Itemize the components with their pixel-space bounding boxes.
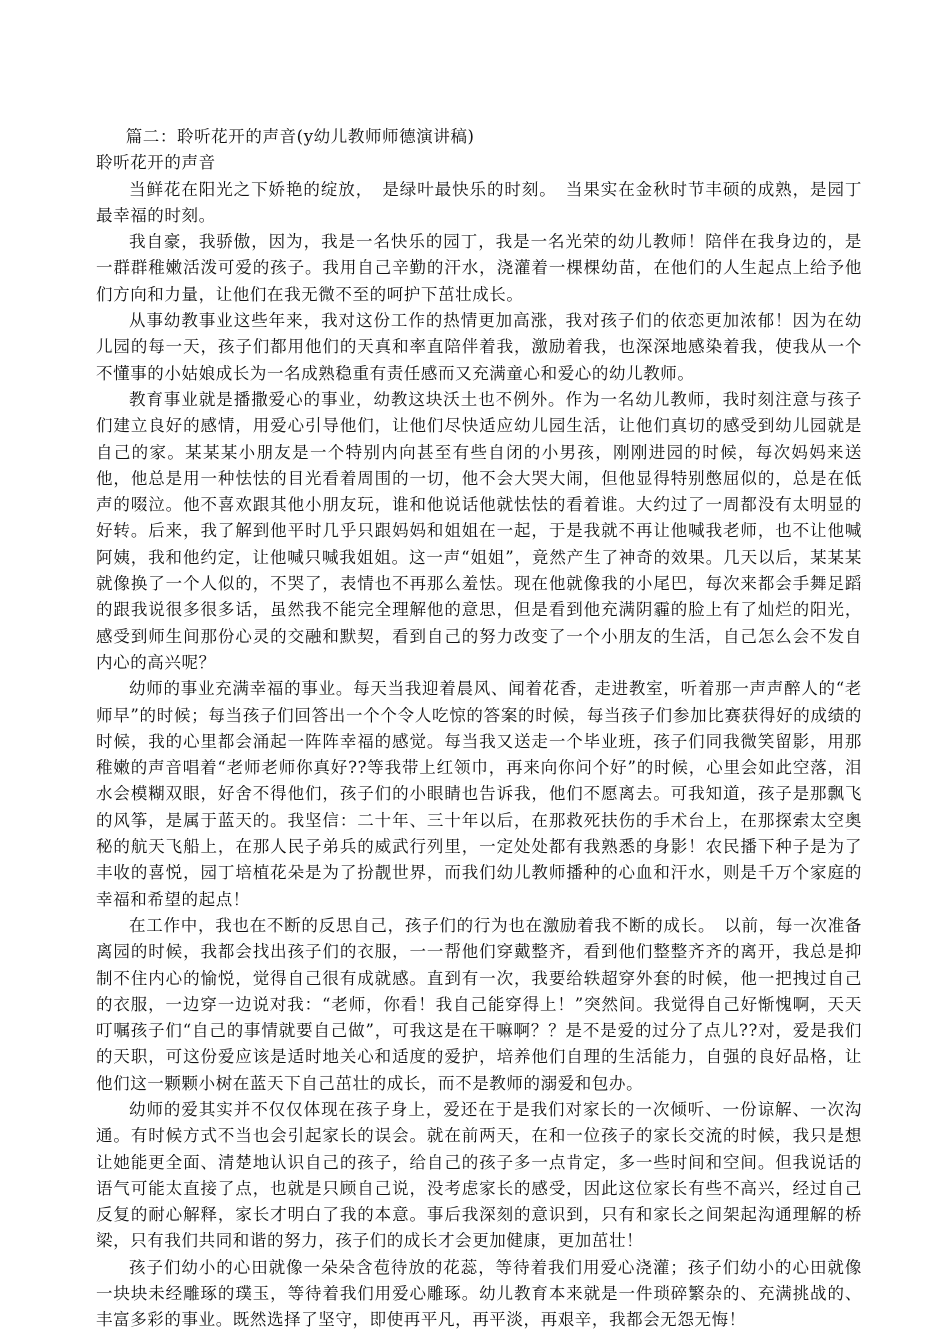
paragraph: 我自豪，我骄傲，因为，我是一名快乐的园丁，我是一名光荣的幼儿教师！陪伴在我身边的，是一群群稚嫩活泼可爱的孩子。我用自己辛勤的汗水，浇灌着一棵棵幼苗，在他们的人生起点上给予他们方向和力量，让他们在我无微不至的呵护下茁壮成长。: [96, 232, 862, 304]
paragraph: 孩子们幼小的心田就像一朵朵含苞待放的花蕊，等待着我们用爱心浇灌；孩子们幼小的心田就像一块块未经雕琢的璞玉，等待着我们用爱心雕琢。幼儿教育本来就是一件琐碎繁杂的、充满挑战的、丰富多彩的事业。既然选择了坚守，即使再平凡，再平淡，再艰辛，我都会无怨无悔！: [96, 1257, 862, 1330]
paragraph: 在工作中，我也在不断的反思自己，孩子们的行为也在激励着我不断的成长。 以前，每一次准备离园的时候，我都会找出孩子们的衣服，一一帮他们穿戴整齐，看到他们整整齐齐的离开，我总是抑制不住内心的愉悦，觉得自己很有成就感。直到有一次，我要给轶超穿外套的时候，他一把拽过自己的衣服，一边穿一边说对我：“老师，你看！我自己能穿得上！”突然间。我觉得自己好惭愧啊，天天叮嘱孩子们“自己的事情就要自己做”，可我这是在干嘛啊？？是不是爱的过分了点儿??对，爱是我们的天职，可这份爱应该是适时地关心和适度的爱护，培养他们自理的生活能力，自强的良好品格，让他们这一颗颗小树在蓝天下自己茁壮的成长，而不是教师的溺爱和包办。: [96, 915, 862, 1093]
paragraph: 当鲜花在阳光之下娇艳的绽放， 是绿叶最快乐的时刻。 当果实在金秋时节丰硕的成熟，是园丁最幸福的时刻。: [96, 179, 862, 225]
paragraph: 从事幼教事业这些年来，我对这份工作的热情更加高涨，我对孩子们的依恋更加浓郁！因为在幼儿园的每一天，孩子们都用他们的天真和率直陪伴着我，激励着我，也深深地感染着我，使我从一个不懂事的小姑娘成长为一名成熟稳重有责任感而又充满童心和爱心的幼儿教师。: [96, 311, 862, 383]
document-subtitle: 聆听花开的声音: [96, 153, 216, 173]
document-header: 篇二：聆听花开的声音(y幼儿教师师德演讲稿): [125, 127, 475, 146]
document-page: [96, 124, 862, 1334]
paragraph: 幼师的爱其实并不仅仅体现在孩子身上，爱还在于是我们对家长的一次倾听、一份谅解、一次沟通。有时候方式不当也会引起家长的误会。就在前两天，在和一位孩子的家长交流的时候，我只是想让她能更全面、清楚地认识自己的孩子，给自己的孩子多一点肯定，多一些时间和空间。但我说话的语气可能太直接了点，也就是只顾自己说，没考虑家长的感受，因此这位家长有些不高兴，经过自己反复的耐心解释，家长才明白了我的本意。事后我深刻的意识到，只有和家长之间架起沟通理解的桥梁，只有我们共同和谐的努力，孩子们的成长才会更加健康，更加茁壮！: [96, 1099, 862, 1251]
paragraph: 教育事业就是播撒爱心的事业，幼教这块沃土也不例外。作为一名幼儿教师，我时刻注意与孩子们建立良好的感情，用爱心引导他们，让他们尽快适应幼儿园生活，让他们真切的感受到幼儿园就是自己的家。某某某小朋友是一个特别内向甚至有些自闭的小男孩，刚刚进园的时候，每次妈妈来送他，他总是用一种怯怯的目光看着周围的一切，他不会大哭大闹，但他显得特别憋屈似的，总是在低声的啜泣。他不喜欢跟其他小朋友玩，谁和他说话他就怯怯的看着谁。大约过了一周都没有太明显的好转。后来，我了解到他平时几乎只跟妈妈和姐姐在一起，于是我就不再让他喊我老师，也不让他喊阿姨，我和他约定，让他喊只喊我姐姐。这一声“姐姐”，竟然产生了神奇的效果。几天以后，某某某就像换了一个人似的，不哭了，表情也不再那么羞怯。现在他就像我的小尾巴，每次来都会手舞足蹈的跟我说很多很多话，虽然我不能完全理解他的意思，但是看到他充满阴霾的脸上有了灿烂的阳光，感受到师生间那份心灵的交融和默契，看到自己的努力改变了一个小朋友的生活，自己怎么会不发自内心的高兴呢？: [96, 389, 862, 672]
paragraph: 幼师的事业充满幸福的事业。每天当我迎着晨风、闻着花香，走进教室，听着那一声声醉人的“老师早”的时候；每当孩子们回答出一个个令人吃惊的答案的时候，每当孩子们参加比赛获得好的成绩的时候，我的心里都会涌起一阵阵幸福的感觉。每当我又送走一个毕业班，孩子们同我微笑留影，用那稚嫩的声音唱着“老师老师你真好??等我带上红领巾，再来向你问个好”的时候，心里会如此空落，泪水会模糊双眼，好舍不得他们，孩子们的小眼睛也告诉我，他们不愿离去。可我知道，孩子是那飘飞的风筝，是属于蓝天的。我坚信：二十年、三十年以后，在那救死扶伤的手术台上，在那探索太空奥秘的航天飞船上，在那人民子弟兵的威武行列里，一定处处都有我熟悉的身影！农民播下种子是为了丰收的喜悦，园丁培植花朵是为了扮靓世界，而我们幼儿教师播种的心血和汗水，则是千万个家庭的幸福和希望的起点！: [96, 679, 862, 909]
